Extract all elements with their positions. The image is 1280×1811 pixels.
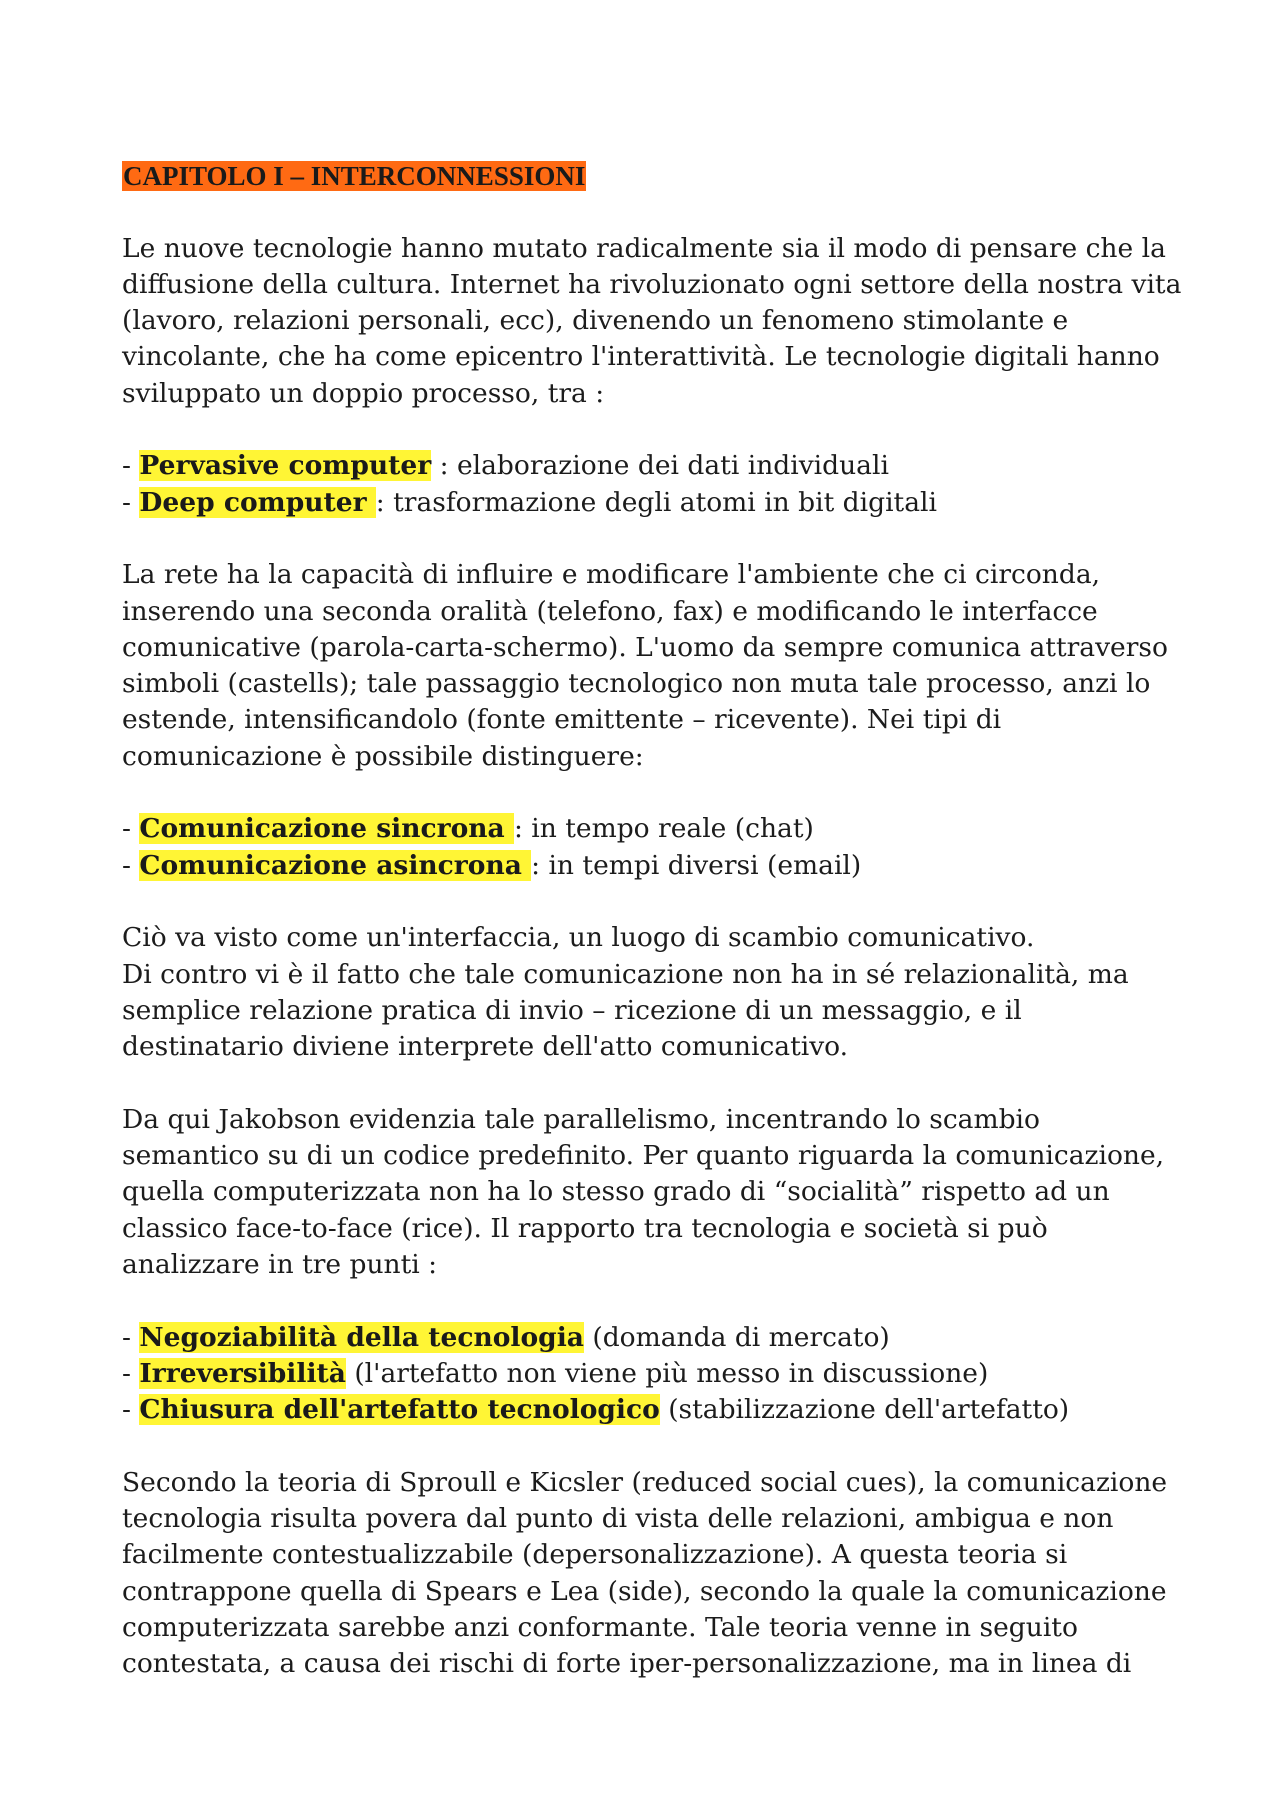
highlighted-term: Negoziabilità della tecnologia — [139, 1321, 584, 1353]
term-description: : in tempo reale (chat) — [513, 813, 814, 845]
list-marker: - — [122, 1357, 140, 1389]
list-item — [122, 485, 1182, 521]
term-description: (stabilizzazione dell'artefatto) — [659, 1394, 1070, 1426]
chapter-title-line — [122, 158, 1182, 194]
list-item — [122, 848, 1182, 884]
term-description: (l'artefatto non viene più messo in discussione) — [345, 1357, 989, 1389]
highlighted-term: Comunicazione sincrona — [139, 813, 514, 845]
document-body — [122, 158, 1182, 1682]
term-description: : in tempi diversi (email) — [531, 849, 862, 881]
spacer — [122, 521, 1182, 557]
paragraph-interface: Ciò va visto come un'interfaccia, un luogo di scambio comunicativo. — [122, 922, 1035, 954]
list-item — [122, 1356, 1182, 1392]
chapter-title: CAPITOLO I – INTERCONNESSIONI — [123, 161, 586, 191]
list-marker: - — [122, 1321, 140, 1353]
list-marker: - — [122, 1394, 140, 1426]
term-description: : trasformazione degli atomi in bit digitali — [375, 486, 937, 518]
list-marker: - — [122, 849, 140, 881]
list-marker: - — [122, 450, 140, 482]
paragraph-intro: Le nuove tecnologie hanno mutato radicalmente sia il modo di pensare che la diffusione della cultura. Internet ha rivoluzionato ogni settore della nostra vita (lavoro, relazioni personali, ecc), divenendo un fenomeno stimolante e vincolante, che ha come epicentro l'interattività. Le tecnologie digitali hanno sviluppato un doppio processo, tra : — [122, 232, 1182, 409]
paragraph-network: La rete ha la capacità di influire e modificare l'ambiente che ci circonda, inserendo una seconda oralità (telefono, fax) e modificando le interfacce comunicative (parola-carta-schermo). L'uomo da sempre comunica attraverso simboli (castells); tale passaggio tecnologico non muta tale processo, anzi lo estende, intensificandolo (fonte emittente – ricevente). Nei tipi di comunicazione è possibile distinguere: — [122, 559, 1168, 772]
list-computer-processes — [122, 448, 1182, 521]
highlighted-term: Chiusura dell'artefatto tecnologico — [139, 1394, 660, 1426]
paragraph-relationality: Di contro vi è il fatto che tale comunicazione non ha in sé relazionalità, ma semplice relazione pratica di invio – ricezione di un messaggio, e il destinatario diviene interprete dell'atto comunicativo. — [122, 958, 1129, 1063]
paragraph-theories: Secondo la teoria di Sproull e Kicsler (reduced social cues), la comunicazione tecnologia risulta povera dal punto di vista delle relazioni, ambigua e non facilmente contestualizzabile (depersonalizzazione). A questa teoria si contrappone quella di Spears e Lea (side), secondo la quale la comunicazione computerizzata sarebbe anzi conformante. Tale teoria venne in seguito contestata, a causa dei rischi di forte iper-personalizzazione, ma in linea di — [122, 1466, 1168, 1680]
list-marker: - — [122, 813, 140, 845]
spacer — [122, 194, 1182, 230]
spacer — [122, 412, 1182, 448]
highlighted-term: Irreversibilità — [139, 1357, 346, 1389]
list-item — [122, 1320, 1182, 1356]
highlighted-term: Deep computer — [139, 486, 376, 518]
spacer — [122, 775, 1182, 811]
paragraph-jakobson: Da qui Jakobson evidenzia tale parallelismo, incentrando lo scambio semantico su di un codice predefinito. Per quanto riguarda la comunicazione, quella computerizzata non ha lo stesso grado di “socialità” rispetto ad un classico face-to-face (rice). Il rapporto tra tecnologia e società si può analizzare in tre punti : — [122, 1103, 1165, 1280]
list-marker: - — [122, 486, 140, 518]
list-item — [122, 811, 1182, 847]
list-item — [122, 448, 1182, 484]
term-description: (domanda di mercato) — [583, 1321, 890, 1353]
list-communication-types — [122, 811, 1182, 884]
list-item — [122, 1392, 1182, 1428]
spacer — [122, 1428, 1182, 1464]
spacer — [122, 1283, 1182, 1319]
spacer — [122, 1065, 1182, 1101]
list-technology-society — [122, 1320, 1182, 1429]
term-description: : elaborazione dei dati individuali — [431, 450, 889, 482]
highlighted-term: Comunicazione asincrona — [139, 849, 532, 881]
highlighted-term: Pervasive computer — [139, 450, 432, 482]
spacer — [122, 884, 1182, 920]
